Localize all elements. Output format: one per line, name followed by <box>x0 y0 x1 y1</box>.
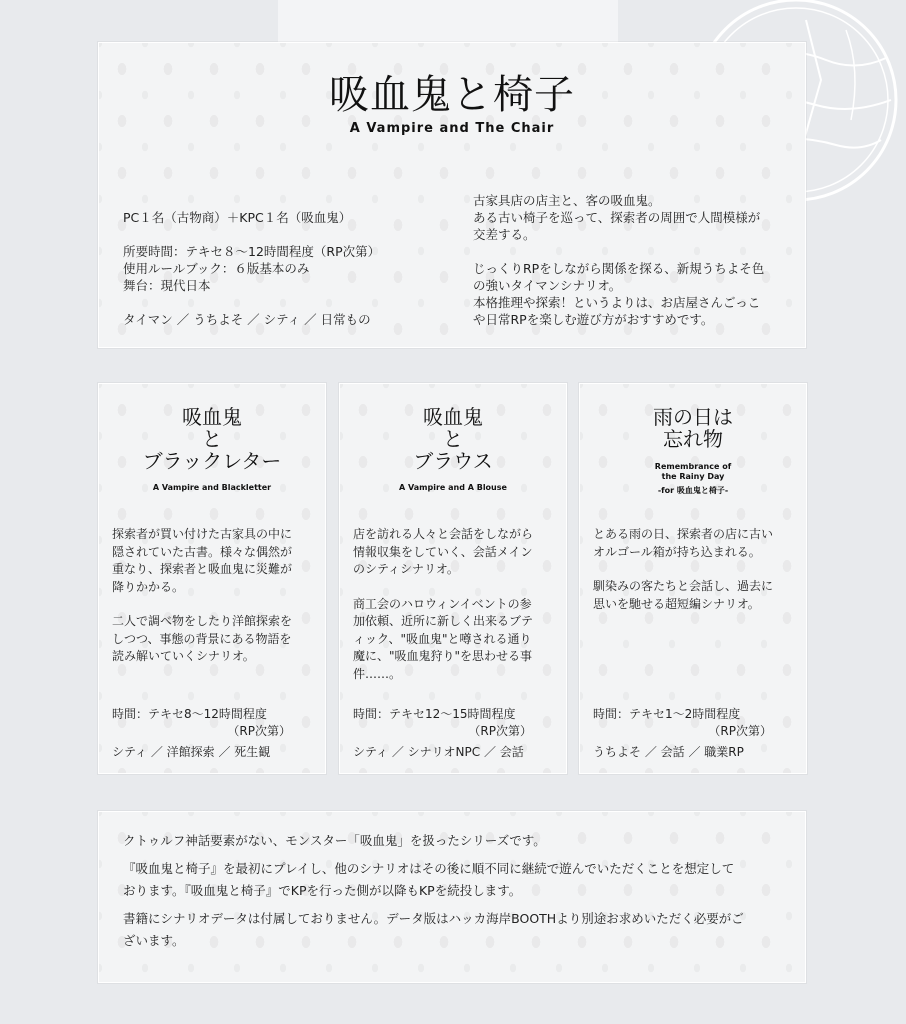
card-tags-text: シティ ／ 洋館探索 ／ 死生観 <box>112 745 271 759</box>
card-title-line: 忘れ物 <box>663 427 723 451</box>
card-body-line: のシティシナリオ。 <box>353 562 459 576</box>
card-tags-text: シティ ／ シナリオNPC ／ 会話 <box>353 745 524 759</box>
card-time-note: （RP次第） <box>468 724 532 738</box>
card-title-line: 雨の日は <box>653 405 733 429</box>
card-body-line: 件……。 <box>353 666 402 681</box>
card-time <box>593 706 798 740</box>
card-time-text: 時間：テキセ1〜2時間程度 <box>593 707 741 721</box>
note-line: 『吸血鬼と椅子』を最初にプレイし、他のシナリオはその後に順不同に継続で遊んでいただくことを想定して <box>123 861 735 876</box>
card-body-line: オルゴール箱が持ち込まれる。 <box>593 544 761 559</box>
card-title-line: ブラウス <box>413 449 493 473</box>
intro-left-line: 所要時間：テキセ８〜12時間程度（RP次第） <box>123 244 381 259</box>
card-title <box>580 406 806 450</box>
intro-right-line: じっくりRPをしながら関係を探る、新規うちよそ色 <box>473 261 765 276</box>
intro-left-line: 使用ルールブック：６版基本のみ <box>123 261 310 276</box>
card-time-text: 時間：テキセ12〜15時間程度 <box>353 707 516 721</box>
scenario-card-blouse <box>339 383 567 774</box>
card-title-line: と <box>443 427 463 451</box>
intro-left-text <box>123 209 380 328</box>
note-line: ざいます。 <box>123 933 185 948</box>
intro-right-line: 古家具店の店主と、客の吸血鬼。 <box>473 193 661 208</box>
card-subtitle-line: the Rainy Day <box>661 472 725 481</box>
card-body-line: 加依頼、近所に新しく出来るブテ <box>353 614 534 628</box>
card-description <box>593 526 798 613</box>
card-description <box>112 526 317 666</box>
card-body-line: 思いを馳せる超短編シナリオ。 <box>593 596 760 611</box>
intro-left-tags: タイマン ／ うちよそ ／ シティ ／ 日常もの <box>123 312 371 327</box>
card-body-line: 降りかかる。 <box>112 579 185 594</box>
main-subtitle: A Vampire and The Chair <box>349 121 555 136</box>
intro-right-text <box>473 192 764 328</box>
card-title-line: ブラックレター <box>142 449 282 473</box>
intro-panel <box>98 42 806 348</box>
scenario-card-blackletter <box>98 383 326 774</box>
card-title <box>99 406 325 472</box>
intro-right-line: や日常RPを楽しむ遊び方がおすすめです。 <box>473 312 714 327</box>
card-subtitle-line: -for 吸血鬼と椅子- <box>657 486 729 495</box>
intro-right-line: 本格推理や探索！というよりは、お店屋さんごっこ <box>473 295 761 310</box>
card-description <box>353 526 558 683</box>
card-body-line: 魔に、"吸血鬼狩り"を思わせる事 <box>353 649 533 663</box>
card-subtitle-line: Remembrance of <box>654 462 732 471</box>
card-tags <box>353 744 558 761</box>
card-tags-text: うちよそ ／ 会話 ／ 職業RP <box>593 745 744 759</box>
card-body-line: 隠されていた古書。様々な偶然が <box>112 544 293 559</box>
scenario-card-rainy-day <box>579 383 807 774</box>
card-title-line: 吸血鬼 <box>423 405 483 429</box>
intro-right-spacer <box>473 243 764 260</box>
intro-left-line: 舞台：現代日本 <box>123 278 211 293</box>
card-body-line: 店を訪れる人々と会話をしながら <box>353 527 534 541</box>
card-subtitle <box>580 462 806 496</box>
card-body-spacer <box>593 561 798 578</box>
card-time <box>353 706 558 740</box>
card-body-line: 探索者が買い付けた古家具の中に <box>112 527 293 541</box>
top-tab-strip <box>278 0 618 44</box>
card-time <box>112 706 317 740</box>
card-subtitle: A Vampire and Blackletter <box>152 483 272 492</box>
card-body-spacer <box>112 596 317 613</box>
card-body-line: しつつ、事態の背景にある物語を <box>112 631 292 646</box>
note-line: クトゥルフ神話要素がない、モンスター「吸血鬼」を扱ったシリーズです。 <box>123 833 546 848</box>
card-tags <box>112 744 317 761</box>
card-subtitle: A Vampire and A Blouse <box>399 483 507 492</box>
card-title-line: 吸血鬼 <box>182 405 242 429</box>
card-title <box>340 406 566 472</box>
intro-left-spacer <box>123 294 380 311</box>
card-body-line: 情報収集をしていく、会話メイン <box>353 544 533 559</box>
card-time-note: （RP次第） <box>708 724 772 738</box>
card-time-note: （RP次第） <box>227 724 291 738</box>
notes-text <box>123 830 793 958</box>
card-body-line: 重なり、探索者と吸血鬼に災難が <box>112 562 293 576</box>
intro-left-line: PC１名（古物商）＋KPC１名（吸血鬼） <box>123 210 352 225</box>
card-body-line: 馴染みの客たちと会話し、過去に <box>593 579 774 593</box>
note-line: おります。『吸血鬼と椅子』でKPを行った側が以降もKPを続投します。 <box>123 883 522 898</box>
intro-right-line: の強いタイマンシナリオ。 <box>473 278 622 293</box>
notes-panel <box>98 811 806 983</box>
intro-right-line: ある古い椅子を巡って、探索者の周囲で人間模様が <box>473 210 761 225</box>
intro-right-line: 交差する。 <box>473 227 536 242</box>
card-body-line: 商工会のハロウィンイベントの参 <box>353 596 532 611</box>
card-tags <box>593 744 798 761</box>
card-time-text: 時間：テキセ8〜12時間程度 <box>112 707 267 721</box>
note-line: 書籍にシナリオデータは付属しておりません。データ版はハッカ海岸BOOTHより別途お求めいただく必要がご <box>123 911 744 926</box>
card-body-line: とある雨の日、探索者の店に古い <box>593 527 774 541</box>
card-body-spacer <box>353 579 558 596</box>
card-body-line: 読み解いていくシナリオ。 <box>112 649 255 663</box>
card-title-line: と <box>202 427 222 451</box>
main-title: 吸血鬼と椅子 <box>329 72 575 118</box>
intro-left-spacer <box>123 226 380 243</box>
card-body-line: 二人で調べ物をしたり洋館探索を <box>112 614 293 628</box>
card-body-line: ィック、"吸血鬼"と噂される通り <box>353 631 532 646</box>
